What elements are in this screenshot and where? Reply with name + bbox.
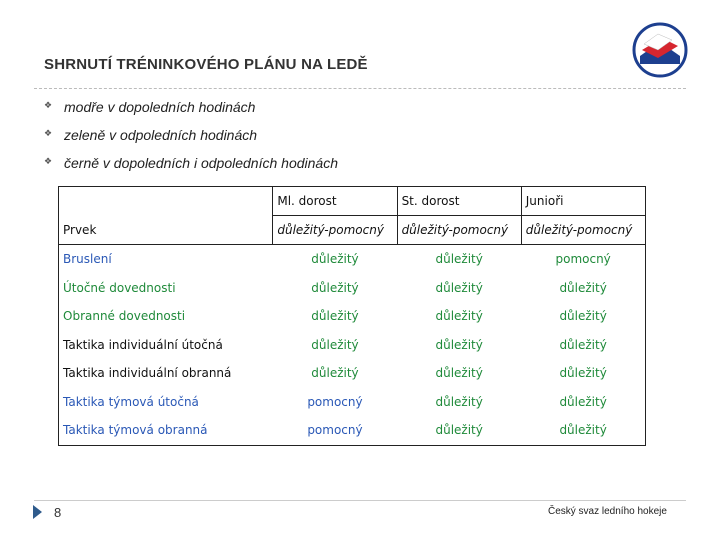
legend-text: černě v dopoledních i odpoledních hodinách (64, 155, 338, 171)
row-label: Taktika individuální obranná (63, 366, 232, 381)
row-header-label: Prvek (59, 216, 273, 245)
hockey-federation-logo (628, 12, 692, 84)
table-row (59, 416, 646, 445)
table-row (59, 359, 646, 388)
row-value: důležitý (435, 252, 483, 267)
legend-item-blue (44, 96, 338, 124)
row-label: Bruslení (63, 252, 112, 267)
row-value: důležitý (559, 280, 607, 295)
row-value: důležitý (559, 366, 607, 381)
row-value: důležitý (311, 309, 359, 324)
page-marker-icon (33, 505, 42, 519)
legend-text: zeleně v odpoledních hodinách (64, 127, 258, 143)
legend-list (44, 96, 338, 180)
row-label: Útočné dovednosti (63, 280, 176, 295)
row-value: důležitý (435, 309, 483, 324)
row-value: důležitý (311, 366, 359, 381)
page-number: 8 (54, 505, 62, 520)
col-header-ml-dorost: Ml. dorost (273, 187, 397, 216)
subheader-cell: důležitý-pomocný (397, 216, 521, 245)
row-value: důležitý (311, 252, 359, 267)
row-label: Obranné dovednosti (63, 309, 186, 324)
legend-item-black (44, 152, 338, 180)
table-row (59, 388, 646, 417)
slide-title: SHRNUTÍ TRÉNINKOVÉHO PLÁNU NA LEDĚ (44, 56, 368, 73)
col-header-st-dorost: St. dorost (397, 187, 521, 216)
col-header-juniori: Junioři (521, 187, 645, 216)
row-value: důležitý (435, 394, 483, 409)
table-header-row (59, 187, 646, 216)
row-value: důležitý (435, 366, 483, 381)
row-value: důležitý (559, 337, 607, 352)
row-value: pomocný (307, 394, 363, 409)
footer-divider (34, 500, 686, 501)
row-value: důležitý (559, 309, 607, 324)
footer-organization: Český svaz ledního hokeje (548, 506, 667, 517)
table-row (59, 302, 646, 331)
legend-text: modře v dopoledních hodinách (64, 99, 256, 115)
row-value: důležitý (311, 280, 359, 295)
row-value: pomocný (307, 423, 363, 438)
bullet-icon: ❖ (44, 128, 53, 138)
bullet-icon: ❖ (44, 156, 53, 166)
table-row (59, 331, 646, 360)
row-value: důležitý (435, 423, 483, 438)
row-value: důležitý (311, 337, 359, 352)
row-value: důležitý (559, 423, 607, 438)
title-divider (34, 88, 686, 89)
subheader-cell: důležitý-pomocný (521, 216, 645, 245)
row-value: pomocný (555, 252, 611, 267)
legend-item-green (44, 124, 338, 152)
table-row (59, 274, 646, 303)
header-blank-cell (59, 187, 273, 216)
table-subheader-row (59, 216, 646, 245)
subheader-cell: důležitý-pomocný (273, 216, 397, 245)
row-label: Taktika individuální útočná (63, 337, 223, 352)
table-row (59, 245, 646, 274)
row-label: Taktika týmová útočná (63, 394, 199, 409)
training-plan-table (58, 186, 646, 446)
bullet-icon: ❖ (44, 100, 53, 110)
row-value: důležitý (435, 280, 483, 295)
row-value: důležitý (435, 337, 483, 352)
row-label: Taktika týmová obranná (63, 423, 208, 438)
row-value: důležitý (559, 394, 607, 409)
